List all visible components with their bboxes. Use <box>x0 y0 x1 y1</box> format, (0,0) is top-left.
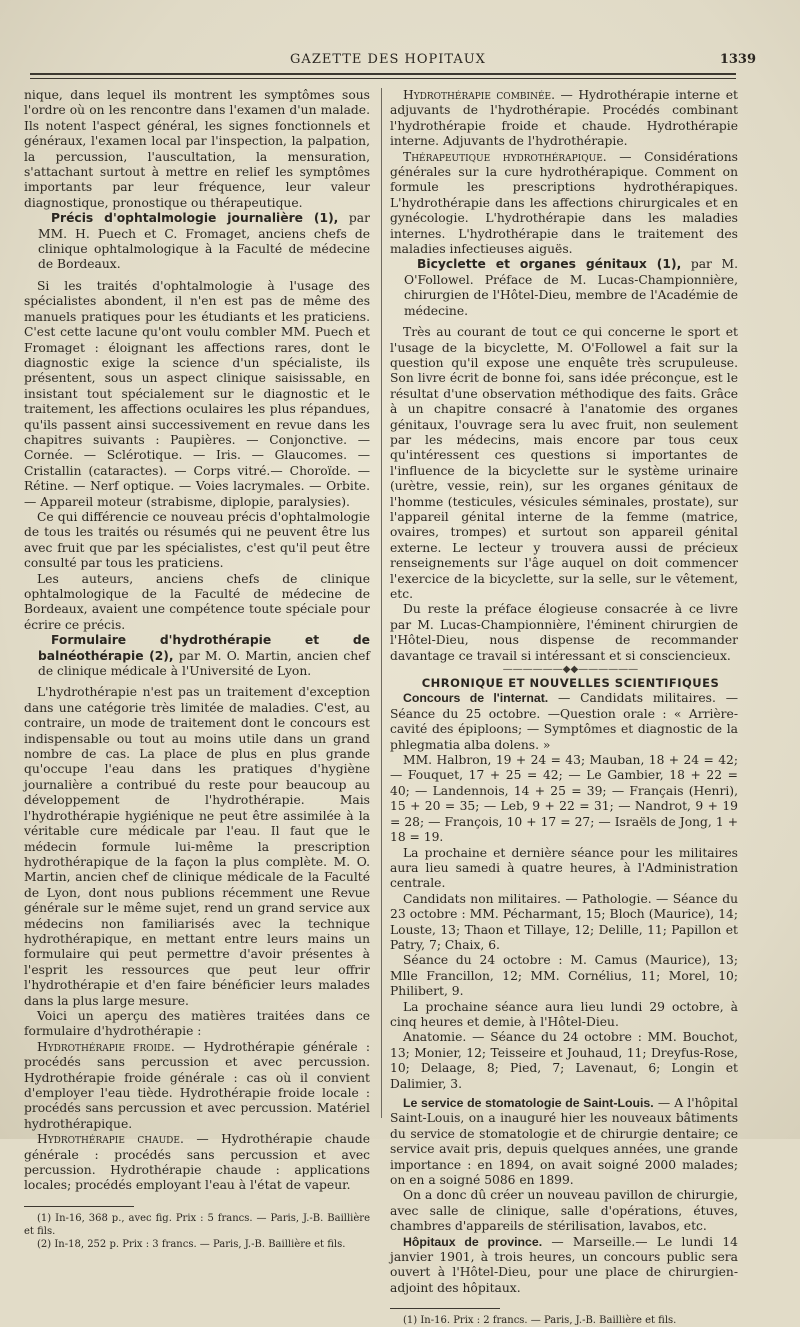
paragraph: Candidats non militaires. — Pathologie. — Séance du 23 octobre : MM. Pécharmant, 15; Bloch (Maurice), 14; Louste, 13; Thaon et Tillaye, 12; Delille, 11; Papillon et Patry, 7; Chaix, 6. <box>390 891 738 952</box>
ornament-divider: ——————◆◆—————— <box>502 664 639 676</box>
footnote-rule <box>24 1206 134 1207</box>
book-title: Précis d'ophtalmologie journalière (1), <box>51 211 339 226</box>
book-authors: par M. O. Martin, ancien chef de clinique médicale à l'Université de Lyon. <box>38 648 370 679</box>
book-review-heading <box>24 211 370 273</box>
book-review-heading <box>24 633 370 679</box>
subsection-text: — Hydrothérapie chaude générale : procédés sans percussion et avec percussion. Hydrothérapie chaude : applications locales; procédés employant l'eau à l'état de vapeur. <box>24 1132 370 1193</box>
news-text: — Candidats militaires. — Séance du 25 octobre. —Question orale : « Arrière-cavité des épiploons; — Symptômes et diagnostic de la phlegmatia alba dolens. » <box>390 691 738 752</box>
paragraph: nique, dans lequel ils montrent les symptômes sous l'ordre où on les rencontre dans l'examen d'un malade. Ils notent l'aspect général, les signes fonctionnels et généraux, l'examen local par l'inspection, la palpation, la percussion, l'auscultation, la mensuration, s'attachant surtout à mettre en relief les symptômes importants par leur fréquence, leur valeur diagnostique, pronostique ou thérapeutique. <box>24 88 370 210</box>
news-label: Le service de stomatologie de Saint-Louis. <box>403 1096 654 1110</box>
section-title: CHRONIQUE ET NOUVELLES SCIENTIFIQUES <box>421 676 720 691</box>
paragraph: Anatomie. — Séance du 24 octobre : MM. Bouchot, 13; Monier, 12; Teisseire et Jouhaud, 11; Dreyfus-Rose, 10; Delaage, 8; Pied, 7; Lavenaut, 6; Longin et Dalimier, 3. <box>390 1030 738 1091</box>
paragraph: Voici un aperçu des matières traitées dans ce formulaire d'hydrothérapie : <box>24 1008 370 1039</box>
paragraph: Ce qui différencie ce nouveau précis d'ophtalmologie de tous les traités ou résumés qui ne peuvent être lus avec fruit que par les spécialistes, c'est qu'il peut être consulté par tous les praticiens. <box>24 509 370 571</box>
subsection-label: Hydrothérapie combinée. <box>403 88 555 102</box>
news-label: Hôpitaux de province. <box>403 1234 543 1249</box>
paragraph: Séance du 24 octobre : M. Camus (Maurice), 13; Mlle Francillon, 12; MM. Cornélius, 11; Morel, 10; Philibert, 9. <box>390 953 738 999</box>
paragraph <box>390 1235 738 1297</box>
paragraph: Du reste la préface élogieuse consacrée à ce livre par M. Lucas-Championnière, l'éminent chirurgien de l'Hôtel-Dieu, nous dispense de recommander davantage ce travail si intéressant et si consciencieux. <box>390 602 738 663</box>
paragraph <box>390 88 738 150</box>
book-title: Bicyclette et organes génitaux (1), <box>417 257 682 272</box>
paragraph: La prochaine séance aura lieu lundi 29 octobre, à cinq heures et demie, à l'Hôtel-Dieu. <box>390 999 738 1029</box>
subsection-label: Hydrothérapie froide. <box>37 1039 175 1054</box>
paragraph: MM. Halbron, 19 + 24 = 43; Mauban, 18 + 24 = 42; — Fouquet, 17 + 25 = 42; — Le Gambier, 18 + 22 = 40; — Landennois, 14 + 25 = 39; — Français (Henri), 15 + 20 = 35; — Leb, 9 + 22 = 31; — Nandrot, 9 + 19 = 28; — François, 10 + 17 = 27; — Israëls de Jong, 1 + 18 = 19. <box>390 753 738 845</box>
subsection-text: — Considérations générales sur la cure hydrothérapique. Comment on formule les prescriptions hydrothérapiques. L'hydrothérapie dans les affections chirurgicales et en gynécologie. L'hydrothérapie dans les maladies internes. L'hydrothérapie dans le traitement des maladies infectieuses aiguës. <box>390 149 738 257</box>
page-number: 1339 <box>719 52 756 67</box>
column-divider <box>381 88 382 1118</box>
footnote: (1) In-16. Prix : 2 francs. — Paris, J.-B. Baillière et fils. <box>403 1315 677 1327</box>
subsection-text: — Hydrothérapie interne et adjuvants de l'hydrothérapie. Procédés combinant l'hydrothérapie froide et chaude. Hydrothérapie interne. Adjuvants de l'hydrothérapie. <box>390 88 738 149</box>
subsection-text: — Hydrothérapie générale : procédés sans percussion et avec percussion. Hydrothérapie froide générale : cas où il convient d'employer l'eau tiède. Hydrothérapie froide locale : procédés sans percussion et avec percussion. Matériel hydrothérapique. <box>24 1039 370 1131</box>
right-column <box>390 88 738 1327</box>
news-text: — A l'hôpital Saint-Louis, on a inauguré hier les nouveaux bâtiments du service de stomatologie et de chirurgie dentaire; ce service avait pris, depuis quelques années, une grande importance : en 1894, on avait soigné 2000 malades; on en a soigné 5086 en 1899. <box>390 1096 738 1188</box>
footnote: (1) In-16, 368 p., avec fig. Prix : 5 francs. — Paris, J.-B. Baillière et fils. <box>24 1212 370 1237</box>
paragraph <box>24 1132 370 1194</box>
paragraph: Si les traités d'ophtalmologie à l'usage des spécialistes abondent, il n'en est pas de même des manuels pratiques pour les étudiants et les praticiens. C'est cette lacune qu'ont voulu combler MM. Puech et Fromaget : éloignant les affections rares, dont le diagnostic exige la science d'un spécialiste, ils présentent, sous un aspect clinique saisissable, en insistant tout spécialement sur le diagnostic et le traitement, les affections oculaires les plus répandues, qu'ils passent ainsi successivement en revue dans les chapitres suivants : Paupières. — Conjonctive. — Cornée. — Sclérotique. — Iris. — Glaucomes. — Cristallin (cataractes). — Corps vitré.— Choroïde. — Rétine. — Nerf optique. — Voies lacrymales. — Orbite. — Appareil moteur (strabisme, diplopie, paralysies). <box>24 278 370 509</box>
book-review-heading <box>390 257 738 319</box>
footnote: (2) In-18, 252 p. Prix : 3 francs. — Paris, J.-B. Baillière et fils. <box>37 1238 346 1250</box>
subsection-label: Thérapeutique hydrothérapique. <box>403 149 607 164</box>
paragraph: On a donc dû créer un nouveau pavillon de chirurgie, avec salle de clinique, salle d'opérations, étuves, chambres d'appareils de stérilisation, lavabos, etc. <box>390 1188 738 1234</box>
book-authors: par MM. H. Puech et C. Fromaget, anciens chefs de clinique ophtalmologique à la Faculté de médecine de Bordeaux. <box>38 211 370 272</box>
paragraph <box>390 691 738 753</box>
paragraph <box>390 1096 738 1188</box>
paragraph: Très au courant de tout ce qui concerne le sport et l'usage de la bicyclette, M. O'Followel a fait sur la question qu'il expose une enquête très scrupuleuse. Son livre écrit de bonne foi, sans idée préconçue, est le résultat d'une observation méthodique des faits. Grâce à un chapitre consacré à l'anatomie des organes génitaux, l'ouvrage sera lu avec fruit, non seulement par les médecins, mais encore par tous ceux qu'intéressent ces questions si importantes de l'influence de la bicyclette sur le système urinaire (urètre, vessie, rein), sur les organes génitaux de l'homme (testicules, vésicules séminales, prostate), sur l'appareil génital interne de la femme (matrice, ovaires, trompes) et surtout son appareil génital externe. Le lecteur y trouvera aussi de précieux renseignements sur l'âge auquel on doit commencer l'exercice de la bicyclette, sur la selle, sur le vêtement, etc. <box>390 325 738 601</box>
header-rule-thick <box>30 73 736 75</box>
footnote-rule <box>390 1308 500 1309</box>
news-text: — Marseille.— Le lundi 14 janvier 1901, à trois heures, un concours public sera ouvert à l'Hôtel-Dieu, pour une place de chirurgien-adjoint des hôpitaux. <box>390 1234 738 1295</box>
paragraph <box>390 150 738 258</box>
paragraph: Les auteurs, anciens chefs de clinique ophtalmologique de la Faculté de médecine de Bordeaux, avaient une compétence toute spéciale pour écrire ce précis. <box>24 571 370 632</box>
paragraph: L'hydrothérapie n'est pas un traitement d'exception dans une catégorie très limitée de maladies. C'est, au contraire, un mode de traitement dont le concours est indispensable ou tout au moins utile dans un grand nombre de cas. La place de plus en plus grande qu'occupe l'eau dans les pratiques d'hygiène journalière a contribué du reste pour beaucoup au développement de l'hydrothérapie. Mais l'hydrothérapie hygiénique ne peut être assimilée à la véritable cure médicale par l'eau. Il faut que le médecin formule lui-même la prescription hydrothérapique de la façon la plus complète. M. O. Martin, ancien chef de clinique médicale de la Faculté de Lyon, dont nous publions récemment une Revue générale sur le même sujet, rend un grand service aux médecins non familiarisés avec la technique hydrothérapique, en mettant entre leurs mains un formulaire qui peut permettre d'avoir présentes à l'esprit les ressources que peut leur offrir l'hydrothérapie et d'en faire bénéficier leurs malades dans la plus large mesure. <box>24 685 370 1008</box>
journal-title: GAZETTE DES HOPITAUX <box>290 52 486 67</box>
book-title: Formulaire d'hydrothérapie et de balnéothérapie (2), <box>38 633 370 663</box>
header-rule-thin <box>30 78 736 79</box>
subsection-label: Hydrothérapie chaude. <box>37 1132 184 1147</box>
paragraph: La prochaine et dernière séance pour les militaires aura lieu samedi à quatre heures, à l'Administration centrale. <box>390 845 738 891</box>
news-label: Concours de l'internat. <box>403 691 549 706</box>
paragraph <box>24 1040 370 1132</box>
running-header <box>20 52 756 72</box>
left-column <box>24 88 370 1251</box>
book-authors: par M. O'Followel. Préface de M. Lucas-Championnière, chirurgien de l'Hôtel-Dieu, membre de l'Académie de médecine. <box>404 257 738 318</box>
